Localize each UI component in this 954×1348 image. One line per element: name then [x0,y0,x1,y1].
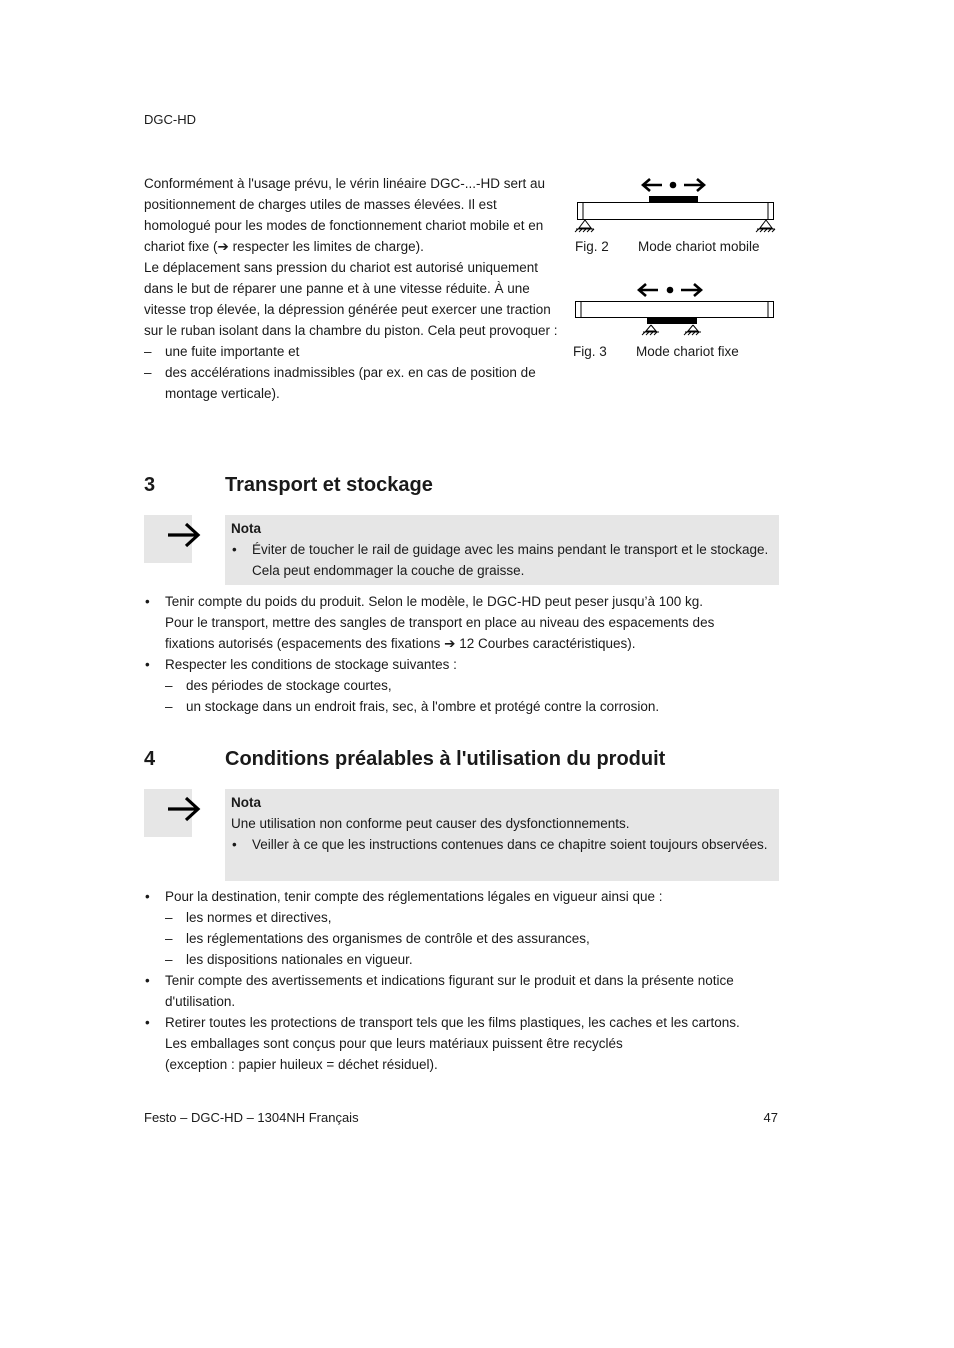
list-item [144,1012,764,1075]
note-text: Une utilisation non conforme peut causer des dysfonctionnements. [231,816,630,831]
fig2-diagram [570,172,785,234]
section-3-sublist [165,675,764,717]
fig3-number: Fig. 3 [573,344,607,359]
left-support-icon [642,325,659,335]
carriage-block [647,318,697,324]
arrow-right-icon [144,789,204,837]
intro-paragraph-2: Le déplacement sans pression du chariot est autorisé uniquement dans le but de réparer une panne et à une vitesse réduite. À une vitesse trop élevée, la dépression générée peut exercer une traction sur le ruban isolant dans la chambre du piston. Cela peut provoquer : [144,260,558,338]
section-4-title: Conditions préalables à l'utilisation du produit [225,748,666,770]
list-item: – les normes et directives, [165,907,764,928]
section-4-number: 4 [144,748,156,770]
carriage-dot-icon [667,287,674,294]
intro-text [144,173,564,404]
page-number: 47 [763,1110,778,1125]
section-3-title: Transport et stockage [225,474,433,496]
fig2-caption [575,236,760,257]
list-item: • Tenir compte des avertissements et indications figurant sur le produit et dans la présente notice d'utilisation. [144,970,764,1012]
list-item: • Éviter de toucher le rail de guidage avec les mains pendant le transport et le stockage. Cela peut endommager la couche de graisse. [231,539,773,581]
list-item-text: Pour le transport, mettre des sangles de transport en place au niveau des espacements des fixations autorisés (espacements des fixations ➔ 12 Courbes caractéristiques). [165,615,715,651]
section-4-list-2 [144,970,764,1075]
list-item: – des périodes de stockage courtes, [165,675,764,696]
note-box [225,515,779,585]
section-3-number: 3 [144,474,156,496]
list-item: – les dispositions nationales en vigueur. [165,949,764,970]
fig3-title: Mode chariot fixe [636,344,739,359]
left-support-icon [575,220,594,232]
list-item: • Veiller à ce que les instructions contenues dans ce chapitre soient toujours observées. [231,834,773,855]
section-4-sublist [165,907,764,970]
guide-rail [576,302,774,318]
note-bullet-list [231,834,773,855]
note-label: Nota [231,795,261,810]
note-icon-bg [144,515,192,563]
fig2-number: Fig. 2 [575,239,609,254]
intro-paragraph-1: Conformément à l'usage prévu, le vérin linéaire DGC-...-HD sert au positionnement de charges utiles de masses élevées. Il est homologué pour les modes de fonctionnement chariot mobile et en chariot fixe (➔ respecter les limites de charge). [144,176,545,254]
note-label: Nota [231,521,261,536]
carriage-dot-icon [670,182,677,189]
list-item: • Pour la destination, tenir compte des réglementations légales en vigueur ainsi que : [144,886,764,907]
list-item [144,591,764,654]
note-icon-bg [144,789,192,837]
document-header: DGC-HD [144,112,196,127]
footer-document-info: Festo – DGC-HD – 1304NH Français [144,1110,359,1125]
list-item-text: Les emballages sont conçus pour que leurs matériaux puissent être recyclés [165,1036,623,1051]
list-item: – un stockage dans un endroit frais, sec, à l'ombre et protégé contre la corrosion. [165,696,764,717]
list-item: – des accélérations inadmissibles (par ex. en cas de position de montage verticale). [144,362,564,404]
fig3-caption [573,341,739,362]
intro-list [144,341,564,404]
carriage-block [649,196,698,202]
section-4-body [144,886,764,1075]
list-item: – une fuite importante et [144,341,564,362]
arrow-right-icon [144,515,204,563]
right-support-icon [756,220,775,232]
list-item-text: • Retirer toutes les protections de transport tels que les films plastiques, les caches et les cartons. [165,1015,740,1030]
section-4-list [144,886,764,907]
section-3-list [144,591,764,675]
list-item: • Respecter les conditions de stockage suivantes : [144,654,764,675]
section-3-body [144,591,764,717]
list-item: – les réglementations des organismes de contrôle et des assurances, [165,928,764,949]
list-item-text: • Tenir compte du poids du produit. Selon le modèle, le DGC-HD peut peser jusqu’à 100 kg. [165,594,704,609]
note-bullet-list [231,539,773,581]
guide-rail [578,203,774,220]
fig2-title: Mode chariot mobile [638,239,760,254]
note-box [225,789,779,881]
right-support-icon [684,325,701,335]
fig3-diagram [570,276,785,338]
list-item-text: (exception : papier huileux = déchet résiduel). [165,1057,438,1072]
